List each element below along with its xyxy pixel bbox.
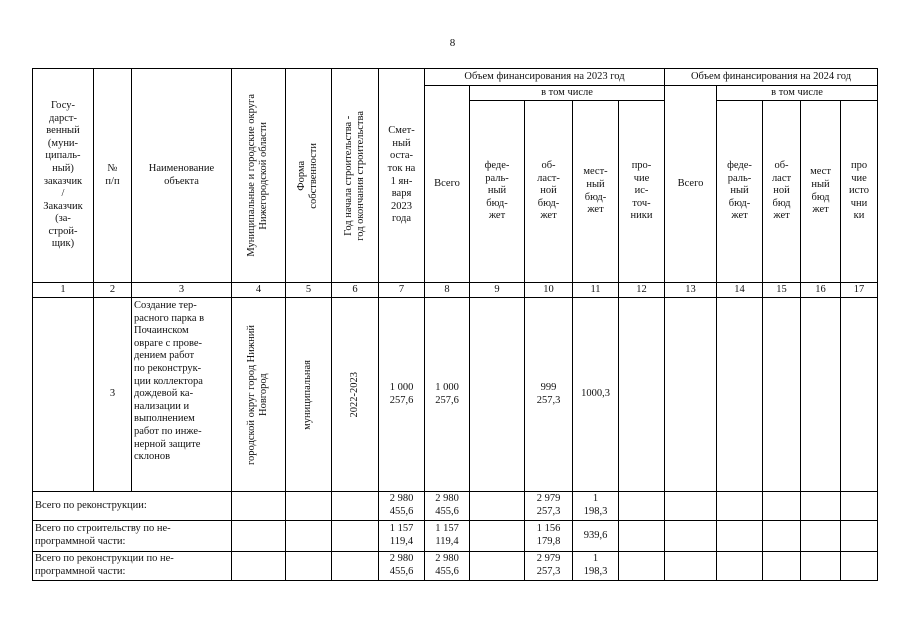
col-num: 2 [94,283,132,298]
summary-local: 1 198,3 [573,552,619,581]
header-municipal-text: Муниципальные и городские округа Нижегородской области [246,94,270,257]
header-estimated: Смет- ный оста- ток на 1 ян- варя 2023 года [379,69,425,283]
col-num: 16 [801,283,841,298]
object-estimated: 1 000 257,6 [379,298,425,492]
col-num: 15 [763,283,801,298]
header-ownership [286,69,332,283]
summary-local: 1 198,3 [573,492,619,521]
summary-cell [232,521,286,552]
col-num: 8 [425,283,470,298]
summary-cell [332,552,379,581]
object-years-text: 2022-2023 [348,371,360,418]
summary-label: Всего по реконструкции: [33,492,232,521]
summary-cell [470,492,525,521]
header-ownership-text: Форма собственности [296,142,320,209]
object-name: Создание тер- расного парка в Почаинском овраге с прове- дением работ по реконструк- ции коллектора дождевой ка- нализации и выполнением работ по инже- нерной защите склонов [132,298,232,492]
header-other-2024: про чие исто чни ки [841,101,878,283]
financing-table [32,68,878,581]
header-local-2023: мест- ный бюд- жет [573,101,619,283]
col-num: 4 [232,283,286,298]
summary-cell [801,552,841,581]
header-funding-2023: Объем финансирования на 2023 год [425,69,665,86]
summary-cell [801,492,841,521]
object-customer [33,298,94,492]
object-federal-2024 [717,298,763,492]
summary-cell [717,492,763,521]
object-federal-2023 [470,298,525,492]
summary-row [33,521,878,552]
summary-cell [332,521,379,552]
summary-local: 939,6 [573,521,619,552]
object-ownership-text: муниципальная [302,359,314,430]
summary-cell [665,521,717,552]
summary-cell [801,521,841,552]
summary-total: 1 157 119,4 [425,521,470,552]
col-num: 10 [525,283,573,298]
summary-cell [619,521,665,552]
col-num: 1 [33,283,94,298]
header-object-name: Наименование объекта [132,69,232,283]
object-other-2024 [841,298,878,492]
object-other-2023 [619,298,665,492]
summary-cell [232,492,286,521]
summary-cell [619,552,665,581]
summary-cell [232,552,286,581]
col-num: 14 [717,283,763,298]
summary-estimated: 1 157 119,4 [379,521,425,552]
header-federal-2023: феде- раль- ный бюд- жет [470,101,525,283]
object-total-2023: 1 000 257,6 [425,298,470,492]
summary-total: 2 980 455,6 [425,492,470,521]
summary-row [33,552,878,581]
col-num: 11 [573,283,619,298]
header-regional-2023: об- ласт- ной бюд- жет [525,101,573,283]
object-regional-2024 [763,298,801,492]
column-numbers-row [33,283,878,298]
col-num: 6 [332,283,379,298]
summary-cell [470,521,525,552]
summary-cell [841,521,878,552]
header-number: № п/п [94,69,132,283]
col-num: 17 [841,283,878,298]
header-federal-2024: феде- раль- ный бюд- жет [717,101,763,283]
col-num: 9 [470,283,525,298]
summary-cell [286,552,332,581]
col-num: 5 [286,283,332,298]
summary-cell [763,521,801,552]
object-regional-2023: 999 257,3 [525,298,573,492]
summary-cell [717,552,763,581]
summary-cell [286,521,332,552]
summary-estimated: 2 980 455,6 [379,552,425,581]
summary-label: Всего по реконструкции по не- программной части: [33,552,232,581]
summary-cell [619,492,665,521]
summary-cell [763,552,801,581]
summary-estimated: 2 980 455,6 [379,492,425,521]
header-local-2024: мест ный бюд жет [801,101,841,283]
header-funding-2024: Объем финансирования на 2024 год [665,69,878,86]
page-number: 8 [449,37,456,49]
header-including-2024: в том числе [717,86,878,101]
object-years [332,298,379,492]
summary-cell [665,552,717,581]
header-municipal [232,69,286,283]
object-row [33,298,878,492]
summary-cell [717,521,763,552]
header-total-2023: Всего [425,86,470,283]
summary-regional: 1 156 179,8 [525,521,573,552]
summary-row [33,492,878,521]
object-municipal [232,298,286,492]
col-num: 13 [665,283,717,298]
object-municipal-text: городской округ город Нижний Новгород [246,324,270,465]
header-regional-2024: об- ласт ной бюд жет [763,101,801,283]
summary-regional: 2 979 257,3 [525,492,573,521]
header-years-text: Год начала строительства - год окончания строительства [342,110,366,241]
summary-total: 2 980 455,6 [425,552,470,581]
col-num: 7 [379,283,425,298]
summary-label: Всего по строительству по не- программной части: [33,521,232,552]
object-ownership [286,298,332,492]
summary-cell [286,492,332,521]
col-num: 3 [132,283,232,298]
object-number: 3 [94,298,132,492]
object-local-2023: 1000,3 [573,298,619,492]
summary-cell [763,492,801,521]
summary-cell [841,552,878,581]
object-total-2024 [665,298,717,492]
summary-cell [332,492,379,521]
summary-regional: 2 979 257,3 [525,552,573,581]
header-total-2024: Всего [665,86,717,283]
header-other-2023: про- чие ис- точ- ники [619,101,665,283]
header-years [332,69,379,283]
summary-cell [665,492,717,521]
header-including-2023: в том числе [470,86,665,101]
summary-cell [841,492,878,521]
summary-cell [470,552,525,581]
col-num: 12 [619,283,665,298]
object-local-2024 [801,298,841,492]
header-customer: Госу- дарст- венный (муни- ципаль- ный) заказчик / Заказчик (за- строй- щик) [33,69,94,283]
